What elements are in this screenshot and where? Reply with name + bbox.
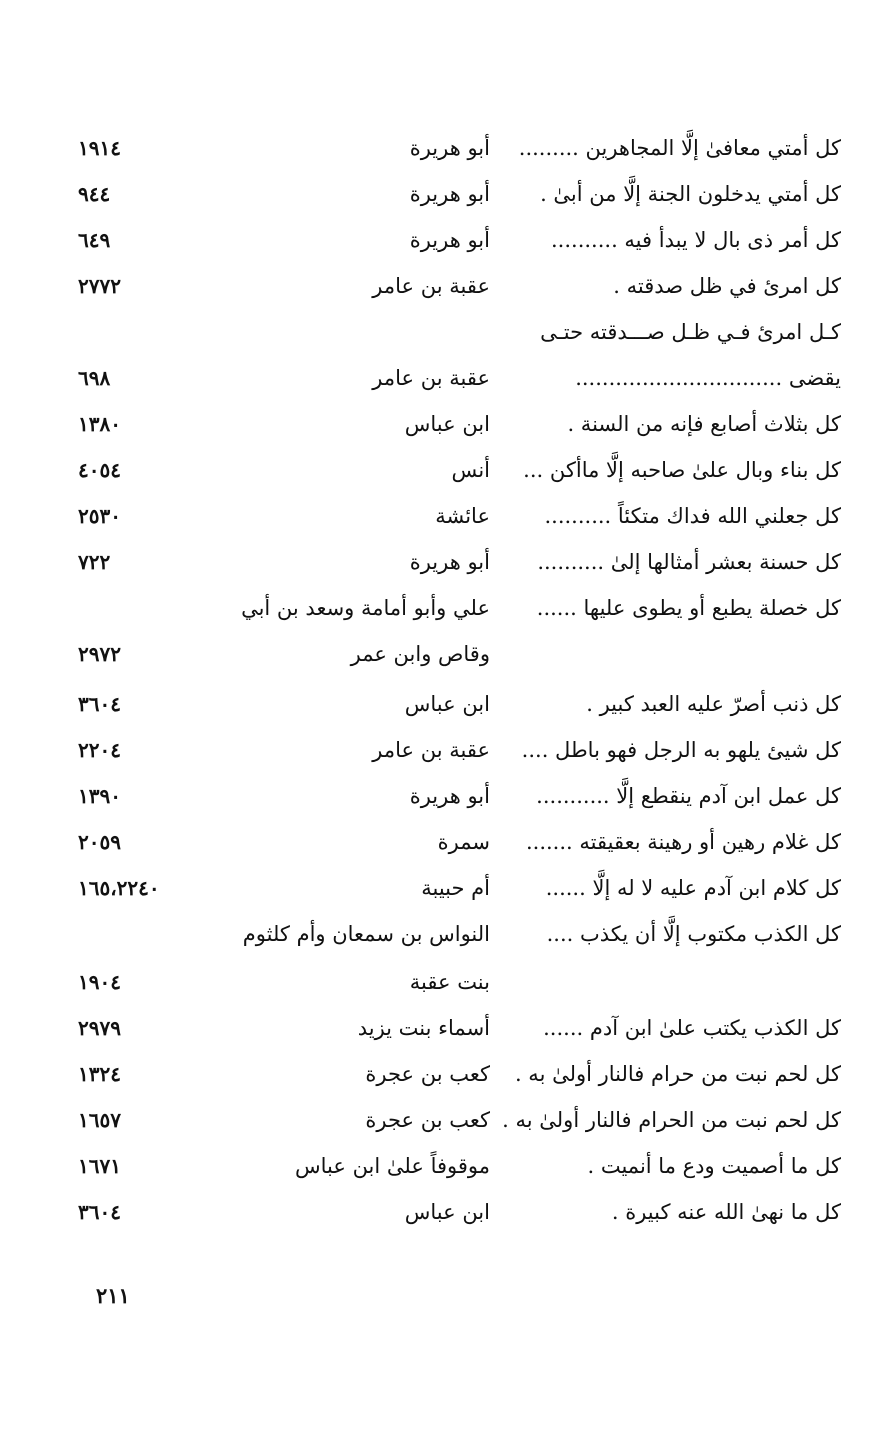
reference-number — [78, 911, 198, 957]
index-entry — [0, 773, 891, 819]
reference-number — [78, 585, 198, 631]
index-entry — [0, 493, 891, 539]
reference-number: ١٩٠٤ — [78, 970, 121, 994]
narrator-name: كعب بن عجرة — [365, 1062, 490, 1086]
narrator-name: بنت عقبة — [409, 970, 490, 994]
narrator-name: أبو هريرة — [409, 228, 490, 252]
reference-number: ٢٢٠٤ — [78, 738, 121, 762]
reference-number: ٤٠٥٤ — [78, 458, 121, 482]
reference-number: ١٣٢٤ — [78, 1062, 121, 1086]
hadith-text: كل امرئ في ظل صدقته . — [613, 274, 841, 298]
reference-number: ١٦٥٧ — [78, 1108, 121, 1132]
index-entry — [0, 631, 891, 677]
narrator-name: ابن عباس — [404, 1200, 490, 1224]
narrator-name: عقبة بن عامر — [372, 274, 490, 298]
reference-number: ١٩١٤ — [78, 136, 121, 160]
hadith-text — [501, 959, 841, 1005]
hadith-text: كل أمتي معافىٰ إلَّا المجاهرين ......... — [518, 136, 841, 160]
narrator-name: النواس بن سمعان وأم كلثوم — [242, 922, 490, 946]
reference-number: ٢٩٧٢ — [78, 642, 121, 666]
index-entry — [0, 309, 891, 355]
index-entry — [0, 727, 891, 773]
hadith-text: يقضى ............................... — [575, 366, 841, 390]
hadith-text: كل لحم نبت من حرام فالنار أولىٰ به . — [514, 1062, 841, 1086]
hadith-text — [501, 631, 841, 677]
narrator-name — [200, 309, 490, 355]
hadith-text: كل الكذب مكتوب إلَّا أن يكذب .... — [546, 922, 841, 946]
narrator-name: ابن عباس — [404, 412, 490, 436]
hadith-text: كل ما نهىٰ الله عنه كبيرة . — [611, 1200, 841, 1224]
page-number: ٢١١ — [96, 1283, 130, 1308]
hadith-text: كل بثلاث أصابع فإنه من السنة . — [567, 412, 841, 436]
narrator-name: علي وأبو أمامة وسعد بن أبي — [241, 596, 490, 620]
narrator-name: موقوفاً علىٰ ابن عباس — [295, 1154, 490, 1178]
narrator-name: كعب بن عجرة — [365, 1108, 490, 1132]
reference-number: ٩٤٤ — [78, 182, 111, 206]
narrator-name: أسماء بنت يزيد — [357, 1016, 490, 1040]
reference-number: ١٣٨٠ — [78, 412, 121, 436]
index-entry — [0, 911, 891, 957]
index-entry — [0, 355, 891, 401]
hadith-text: كل أمر ذى بال لا يبدأ فيه .......... — [551, 228, 841, 252]
index-entry — [0, 217, 891, 263]
narrator-name: سمرة — [437, 830, 490, 854]
reference-number: ٧٢٢ — [78, 550, 111, 574]
hadith-text: كل لحم نبت من الحرام فالنار أولىٰ به . — [502, 1108, 841, 1132]
hadith-text: كل شيئ يلهو به الرجل فهو باطل .... — [521, 738, 841, 762]
narrator-name: أنس — [451, 458, 490, 482]
narrator-name: وقاص وابن عمر — [350, 642, 490, 666]
index-entry — [0, 1097, 891, 1143]
hadith-text: كل ذنب أصرّ عليه العبد كبير . — [586, 692, 841, 716]
index-entry — [0, 171, 891, 217]
hadith-text: كل خصلة يطبع أو يطوى عليها ...... — [536, 596, 841, 620]
reference-number: ٢٧٧٢ — [78, 274, 121, 298]
reference-number: ٣٦٠٤ — [78, 692, 121, 716]
reference-number: ١٣٩٠ — [78, 784, 121, 808]
reference-number: ١٦٥،٢٢٤٠ — [78, 876, 160, 900]
index-entry — [0, 539, 891, 585]
index-entry — [0, 681, 891, 727]
narrator-name: أبو هريرة — [409, 136, 490, 160]
reference-number: ٢٥٣٠ — [78, 504, 121, 528]
reference-number: ٢٩٧٩ — [78, 1016, 121, 1040]
narrator-name: أم حبيبة — [421, 876, 490, 900]
index-entry — [0, 1143, 891, 1189]
index-entry — [0, 1189, 891, 1235]
narrator-name: عقبة بن عامر — [372, 366, 490, 390]
index-entry — [0, 585, 891, 631]
narrator-name: أبو هريرة — [409, 784, 490, 808]
reference-number — [78, 309, 198, 355]
hadith-text: كل الكذب يكتب علىٰ ابن آدم ...... — [543, 1016, 841, 1040]
index-entry — [0, 447, 891, 493]
reference-number: ٢٠٥٩ — [78, 830, 121, 854]
index-entry — [0, 1005, 891, 1051]
hadith-text: كل غلام رهين أو رهينة بعقيقته ....... — [525, 830, 841, 854]
index-entry — [0, 401, 891, 447]
narrator-name: أبو هريرة — [409, 182, 490, 206]
index-entry — [0, 1051, 891, 1097]
narrator-name: عقبة بن عامر — [372, 738, 490, 762]
narrator-name: ابن عباس — [404, 692, 490, 716]
index-entry — [0, 819, 891, 865]
hadith-text: كل جعلني الله فداك متكئاً .......... — [544, 504, 841, 528]
hadith-text: كل بناء وبال علىٰ صاحبه إلَّا ماأكن ... — [523, 458, 841, 482]
index-entry — [0, 125, 891, 171]
index-entry — [0, 263, 891, 309]
reference-number: ٣٦٠٤ — [78, 1200, 121, 1224]
hadith-text: كل كلام ابن آدم عليه لا له إلَّا ...... — [545, 876, 841, 900]
hadith-text: كل عمل ابن آدم ينقطع إلَّا ........... — [536, 784, 841, 808]
narrator-name: أبو هريرة — [409, 550, 490, 574]
index-entry — [0, 865, 891, 911]
reference-number: ٦٩٨ — [78, 366, 111, 390]
reference-number: ١٦٧١ — [78, 1154, 121, 1178]
hadith-text: كـل امرئ فـي ظـل صـــدقته حتـى — [540, 320, 841, 344]
index-entry — [0, 959, 891, 1005]
hadith-text: كل حسنة بعشر أمثالها إلىٰ .......... — [537, 550, 841, 574]
narrator-name: عائشة — [435, 504, 490, 528]
hadith-text: كل أمتي يدخلون الجنة إلَّا من أبىٰ . — [540, 182, 841, 206]
reference-number: ٦٤٩ — [78, 228, 111, 252]
hadith-text: كل ما أصميت ودع ما أنميت . — [587, 1154, 841, 1178]
